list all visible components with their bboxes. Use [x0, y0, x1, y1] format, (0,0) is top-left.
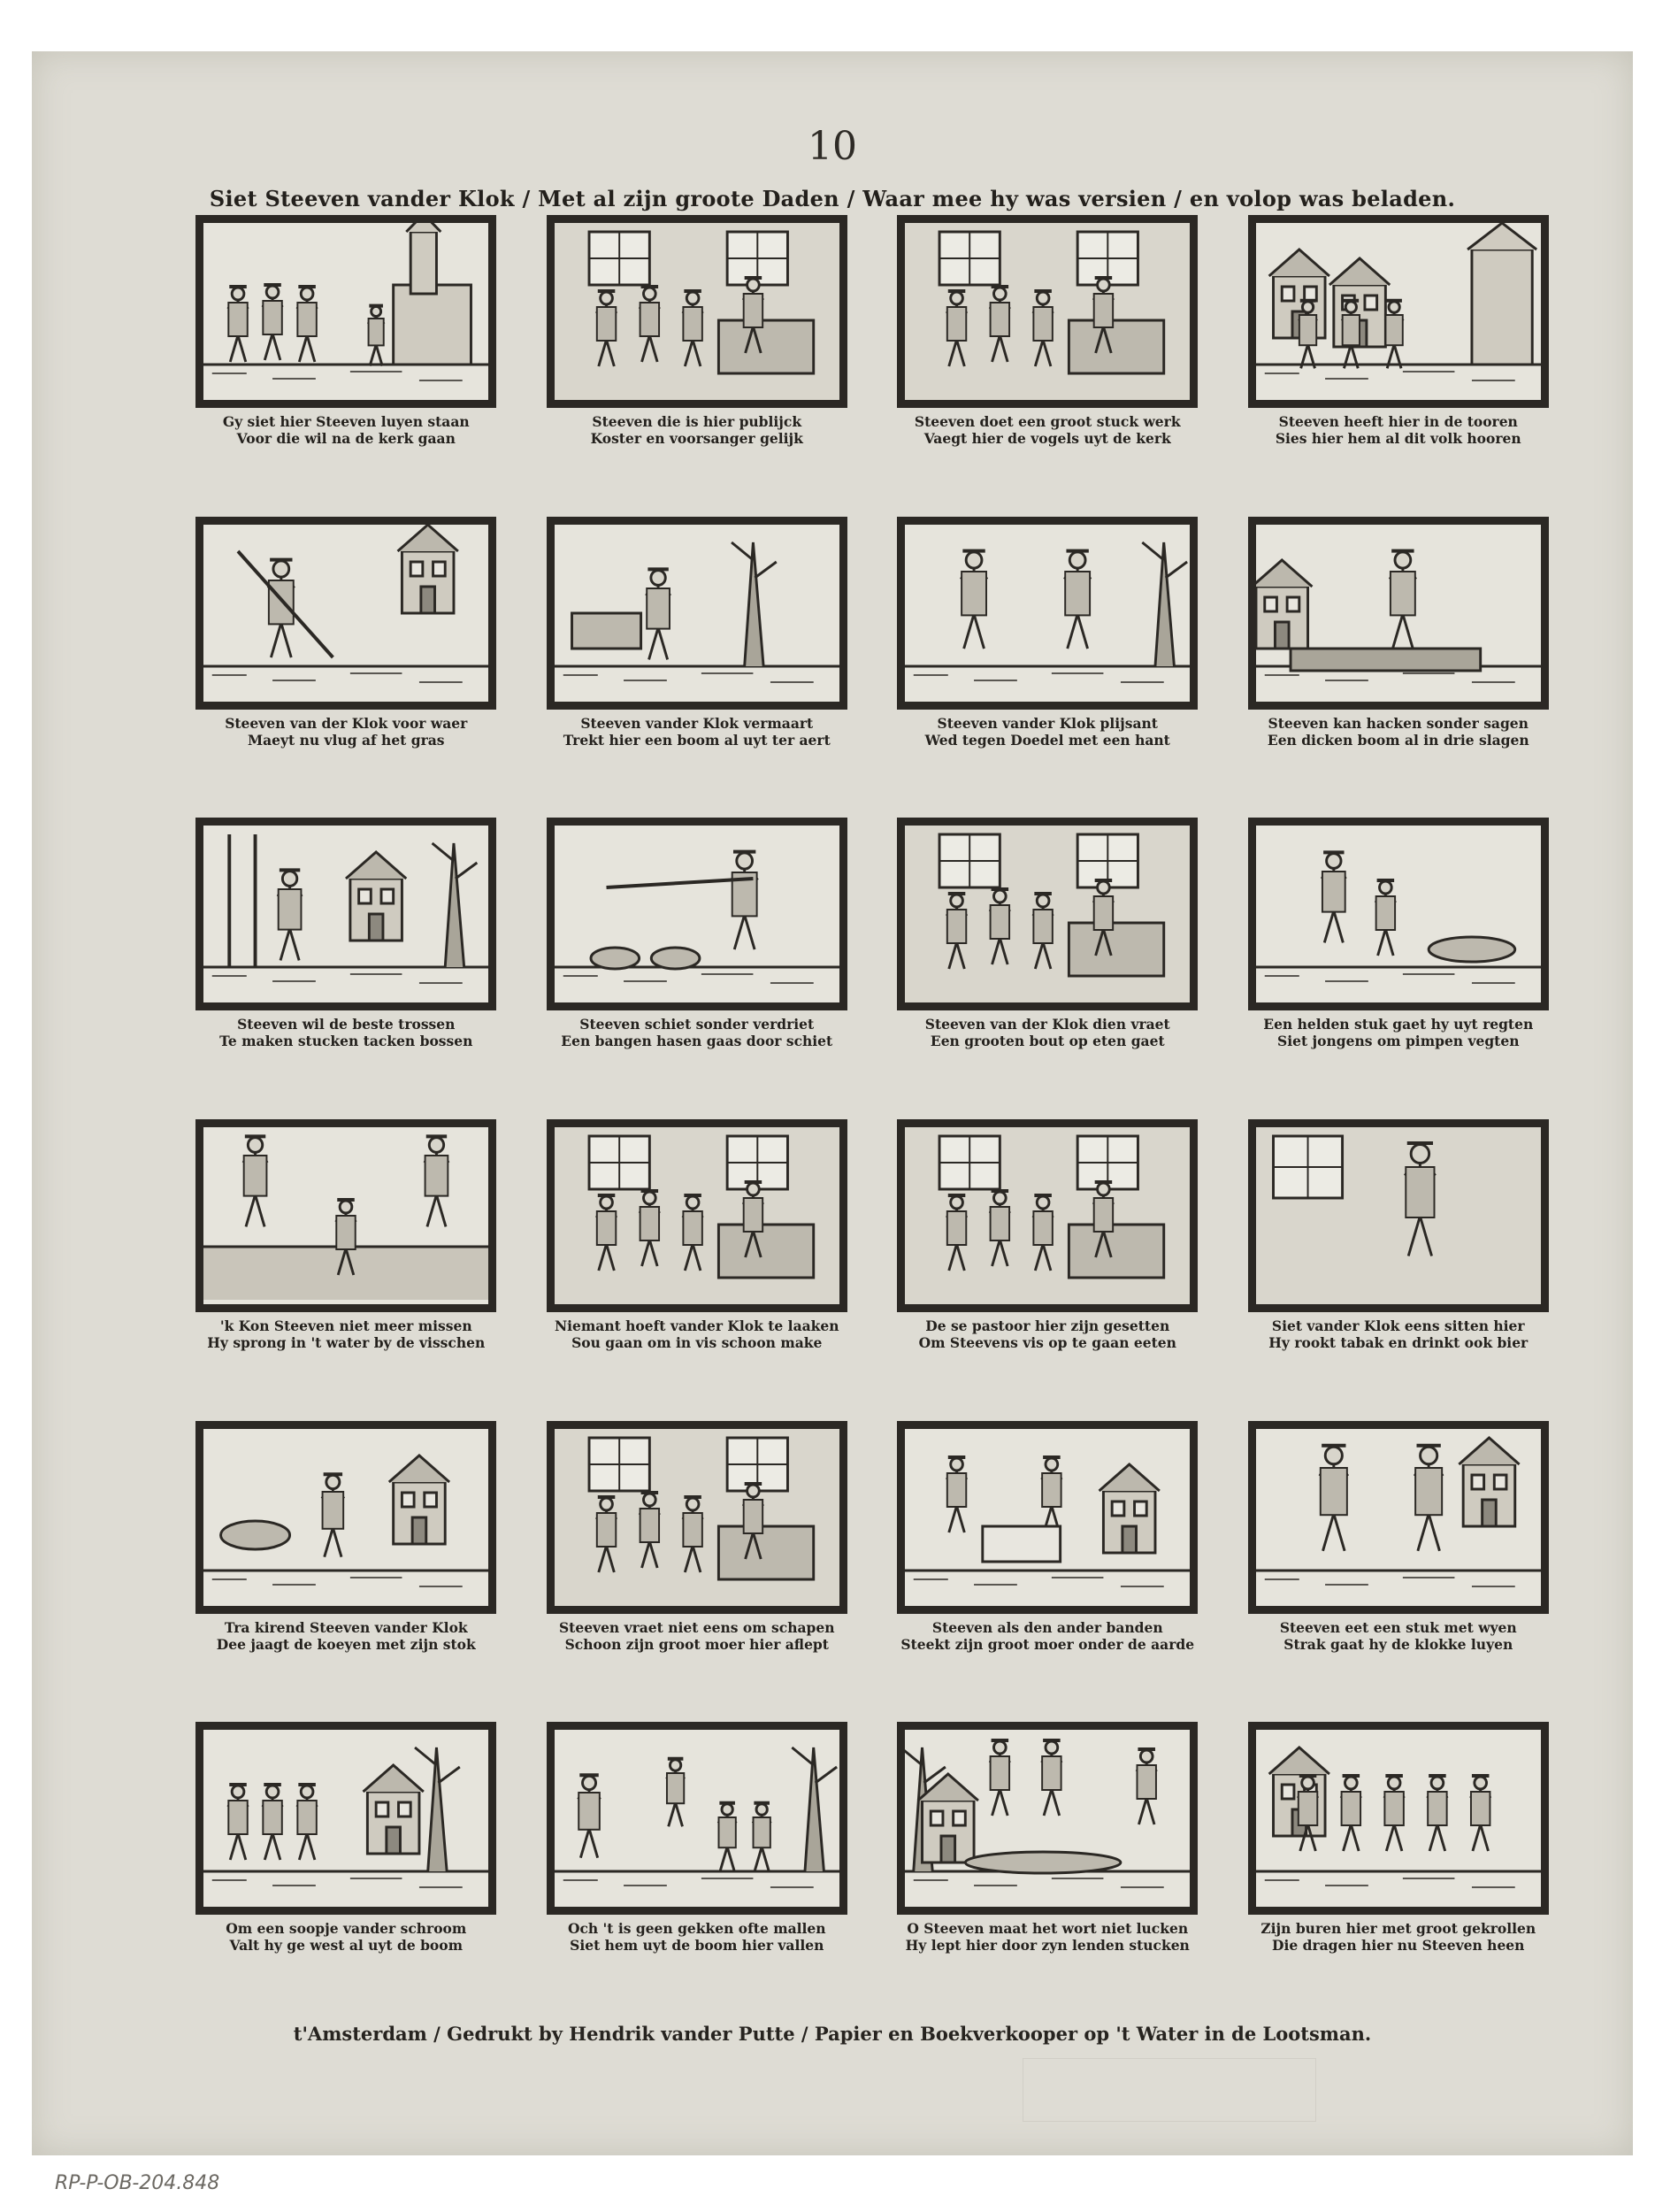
panel-caption — [893, 1016, 1202, 1049]
panel — [533, 215, 862, 504]
inventory-number: RP-P-OB-204.848 — [55, 2172, 220, 2194]
caption-line: Steeven van der Klok dien vraet — [924, 1016, 1170, 1033]
caption-line: Zijn buren hier met groot gekrollen — [1260, 1920, 1536, 1938]
caption-line: Wed tegen Doedel met een hant — [924, 731, 1170, 749]
caption-line: Steeven vraet niet eens om schapen — [558, 1618, 835, 1636]
woodcut-drawing — [905, 826, 1190, 1002]
woodcut-illustration — [1248, 517, 1549, 710]
caption-line: Vaegt hier de vogels uyt de kerk — [923, 430, 1171, 447]
woodcut-illustration — [195, 517, 496, 710]
caption-line: Valt hy ge west al uyt de boom — [229, 1937, 463, 1955]
panel-caption — [542, 1619, 852, 1653]
caption-line: Steeven als den ander banden — [931, 1618, 1163, 1636]
panel — [533, 1421, 862, 1710]
woodcut-drawing — [555, 826, 839, 1002]
woodcut-drawing — [203, 826, 488, 1002]
print-sheet — [32, 51, 1633, 2155]
caption-line: Siet vander Klok eens sitten hier — [1271, 1317, 1525, 1334]
woodcut-illustration — [897, 1421, 1198, 1614]
woodcut-drawing — [905, 1730, 1190, 1907]
woodcut-drawing — [1256, 1730, 1541, 1907]
woodcut-drawing — [555, 1127, 839, 1304]
woodcut-illustration — [897, 1119, 1198, 1312]
woodcut-drawing — [203, 223, 488, 400]
woodcut-drawing — [555, 223, 839, 400]
caption-line: Een bangen hasen gaas door schiet — [561, 1033, 833, 1050]
woodcut-drawing — [1256, 525, 1541, 702]
panel-caption — [191, 1016, 501, 1049]
panel — [1235, 1119, 1563, 1409]
caption-line: Och 't is geen gekken ofte mallen — [567, 1920, 826, 1938]
woodcut-illustration — [547, 818, 847, 1010]
caption-line: Een helden stuk gaet hy uyt regten — [1263, 1016, 1534, 1033]
woodcut-drawing — [1256, 826, 1541, 1002]
panel — [533, 1722, 862, 2011]
panel — [884, 818, 1212, 1107]
caption-line: Strak gaat hy de klokke luyen — [1283, 1635, 1513, 1653]
woodcut-illustration — [897, 215, 1198, 408]
sheet-number: 10 — [808, 124, 857, 169]
woodcut-drawing — [1256, 1429, 1541, 1606]
caption-line: Steeven eet een stuk met wyen — [1279, 1618, 1517, 1636]
woodcut-illustration — [547, 1119, 847, 1312]
woodcut-illustration — [897, 1722, 1198, 1915]
panel — [884, 1119, 1212, 1409]
panel — [533, 517, 862, 806]
panel-caption — [542, 413, 852, 447]
panel — [1235, 517, 1563, 806]
caption-line: 'k Kon Steeven niet meer missen — [219, 1317, 472, 1334]
woodcut-illustration — [547, 1421, 847, 1614]
caption-line: Hy sprong in 't water by de visschen — [207, 1333, 486, 1351]
caption-line: Steeven vander Klok vermaart — [580, 714, 814, 732]
caption-line: Steeven wil de beste trossen — [237, 1016, 456, 1033]
caption-line: Dee jaagt de koeyen met zijn stok — [216, 1635, 476, 1653]
woodcut-illustration — [195, 1421, 496, 1614]
caption-line: O Steeven maat het wort niet lucken — [907, 1920, 1189, 1938]
panel — [182, 517, 510, 806]
caption-line: Een dicken boom al in drie slagen — [1267, 731, 1529, 749]
woodcut-illustration — [547, 517, 847, 710]
faded-stamp — [1023, 2058, 1316, 2122]
panel-caption — [542, 715, 852, 749]
woodcut-drawing — [905, 525, 1190, 702]
caption-line: Steeven van der Klok voor waer — [225, 714, 468, 732]
woodcut-illustration — [1248, 818, 1549, 1010]
panel-caption — [893, 1920, 1202, 1954]
panel-caption — [1244, 413, 1553, 447]
sheet-heading: Siet Steeven vander Klok / Met al zijn groote Daden / Waar mee hy was versien / en volop was beladen. — [209, 186, 1456, 211]
woodcut-drawing — [203, 1730, 488, 1907]
panel — [182, 1722, 510, 2011]
woodcut-illustration — [195, 215, 496, 408]
woodcut-illustration — [1248, 1421, 1549, 1614]
caption-line: Steekt zijn groot moer onder de aarde — [900, 1635, 1195, 1653]
panel-caption — [542, 1920, 852, 1954]
woodcut-illustration — [897, 517, 1198, 710]
woodcut-drawing — [203, 525, 488, 702]
woodcut-illustration — [897, 818, 1198, 1010]
caption-line: Sou gaan om in vis schoon make — [571, 1333, 823, 1351]
panel-caption — [1244, 1619, 1553, 1653]
caption-line: Steeven heeft hier in de tooren — [1278, 413, 1518, 430]
panel — [1235, 1722, 1563, 2011]
panel — [533, 818, 862, 1107]
panel-caption — [191, 413, 501, 447]
panel — [182, 1421, 510, 1710]
panel — [533, 1119, 862, 1409]
panel-caption — [1244, 1920, 1553, 1954]
woodcut-drawing — [1256, 1127, 1541, 1304]
caption-line: Een grooten bout op eten gaet — [930, 1033, 1165, 1050]
caption-line: Hy rookt tabak en drinkt ook bier — [1268, 1333, 1529, 1351]
caption-line: Siet jongens om pimpen vegten — [1277, 1033, 1520, 1050]
woodcut-drawing — [1256, 223, 1541, 400]
caption-line: Steeven vander Klok plijsant — [937, 714, 1158, 732]
panel-caption — [1244, 1317, 1553, 1351]
panel-caption — [1244, 1016, 1553, 1049]
caption-line: Om Steevens vis op te gaan eeten — [918, 1333, 1176, 1351]
panel — [1235, 1421, 1563, 1710]
woodcut-illustration — [195, 1722, 496, 1915]
panel-caption — [191, 1619, 501, 1653]
panel — [1235, 215, 1563, 504]
caption-line: Die dragen hier nu Steeven heen — [1272, 1937, 1525, 1955]
panel-caption — [191, 715, 501, 749]
caption-line: Trekt hier een boom al uyt ter aert — [563, 731, 831, 749]
woodcut-drawing — [905, 1429, 1190, 1606]
caption-line: Koster en voorsanger gelijk — [590, 430, 803, 447]
panel — [182, 215, 510, 504]
caption-line: Sies hier hem al dit volk hooren — [1275, 430, 1521, 447]
woodcut-drawing — [555, 525, 839, 702]
caption-line: Hy lept hier door zyn lenden stucken — [905, 1937, 1190, 1955]
caption-line: Maeyt nu vlug af het gras — [247, 731, 445, 749]
woodcut-illustration — [547, 215, 847, 408]
caption-line: Tra kirend Steeven vander Klok — [224, 1618, 468, 1636]
caption-line: Schoon zijn groot moer hier aflept — [564, 1635, 829, 1653]
panel — [884, 517, 1212, 806]
caption-line: Steeven schiet sonder verdriet — [579, 1016, 815, 1033]
woodcut-illustration — [547, 1722, 847, 1915]
panel-caption — [893, 1619, 1202, 1653]
caption-line: Gy siet hier Steeven luyen staan — [222, 413, 470, 430]
woodcut-illustration — [195, 818, 496, 1010]
panel-caption — [542, 1317, 852, 1351]
caption-line: Om een soopje vander schroom — [226, 1920, 467, 1938]
caption-line: Te maken stucken tacken bossen — [219, 1033, 473, 1050]
panel-caption — [191, 1920, 501, 1954]
woodcut-illustration — [1248, 215, 1549, 408]
caption-line: Steeven die is hier publijck — [592, 413, 802, 430]
panel-caption — [893, 413, 1202, 447]
panel — [182, 818, 510, 1107]
caption-line: De se pastoor hier zijn gesetten — [925, 1317, 1170, 1334]
panel-caption — [191, 1317, 501, 1351]
panel — [1235, 818, 1563, 1107]
caption-line: Voor die wil na de kerk gaan — [236, 430, 456, 447]
caption-line: Steeven doet een groot stuck werk — [914, 413, 1181, 430]
panel — [182, 1119, 510, 1409]
woodcut-drawing — [203, 1429, 488, 1606]
caption-line: Steeven kan hacken sonder sagen — [1268, 714, 1529, 732]
panel — [884, 215, 1212, 504]
panel — [884, 1722, 1212, 2011]
woodcut-illustration — [195, 1119, 496, 1312]
woodcut-drawing — [905, 223, 1190, 400]
woodcut-drawing — [203, 1127, 488, 1304]
woodcut-illustration — [1248, 1722, 1549, 1915]
woodcut-illustration — [1248, 1119, 1549, 1312]
panel-grid — [182, 215, 1562, 2011]
panel-caption — [893, 715, 1202, 749]
panel — [884, 1421, 1212, 1710]
imprint-line: t'Amsterdam / Gedrukt by Hendrik vander Putte / Papier en Boekverkooper op 't Water in de Lootsman. — [293, 2023, 1372, 2045]
panel-caption — [893, 1317, 1202, 1351]
panel-caption — [1244, 715, 1553, 749]
caption-line: Siet hem uyt de boom hier vallen — [570, 1937, 824, 1955]
panel-caption — [542, 1016, 852, 1049]
caption-line: Niemant hoeft vander Klok te laaken — [554, 1317, 839, 1334]
woodcut-drawing — [555, 1429, 839, 1606]
woodcut-drawing — [905, 1127, 1190, 1304]
woodcut-drawing — [555, 1730, 839, 1907]
